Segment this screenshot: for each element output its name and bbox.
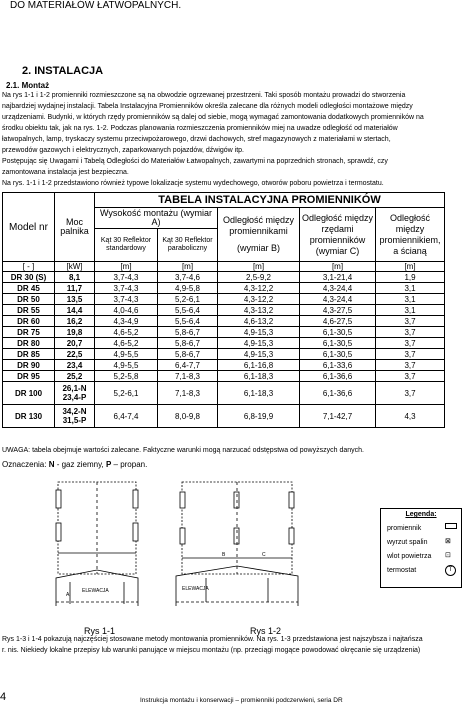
cell-std: 5,2-6,1 (95, 382, 158, 405)
cell-b: 4,3-12,2 (218, 294, 300, 305)
cell-model: DR 45 (3, 283, 55, 294)
cell-std: 3,7-4,3 (95, 283, 158, 294)
cell-par: 8,0-9,8 (158, 405, 218, 428)
table-row (3, 305, 445, 316)
note-labels (2, 460, 147, 469)
cell-c: 3,1-21,4 (300, 272, 376, 283)
cell-power: 13,5 (55, 294, 95, 305)
cell-par: 6,4-7,7 (158, 360, 218, 371)
section-title: 2. INSTALACJA (22, 65, 104, 77)
intro-line: środku obiektu tak, jak na rys. 1-2. Podczas planowania rozmieszczenia promienników miej na uwadze odległość od materiałów (2, 125, 398, 132)
cell-c: 6,1-30,5 (300, 349, 376, 360)
heater-icon (234, 528, 239, 544)
cell-wall: 3,1 (376, 283, 445, 294)
cell-std: 4,9-5,5 (95, 360, 158, 371)
cell-std: 3,7-4,3 (95, 294, 158, 305)
header-line: DO MATERIAŁÓW ŁATWOPALNYCH. (10, 0, 182, 11)
note-n-desc: - gaz ziemny, (56, 460, 104, 469)
cell-model: DR 75 (3, 327, 55, 338)
col-dist-b-unit: (wymiar B) (237, 243, 280, 253)
figure-1-1-plan (56, 482, 138, 574)
cell-power (55, 405, 95, 428)
cell-wall: 3,7 (376, 371, 445, 382)
legend-item-thermostat: termostat (387, 567, 417, 574)
unit-cell: [m] (218, 262, 300, 272)
cell-model: DR 130 (3, 405, 55, 428)
unit-cell: [m] (300, 262, 376, 272)
cell-par: 5,8-6,7 (158, 349, 218, 360)
cell-model: DR 90 (3, 360, 55, 371)
cell-power: 8,1 (55, 272, 95, 283)
legend-box (380, 508, 462, 588)
col-dist-b-text: Odległość między promiennikami (222, 215, 295, 236)
cell-std: 4,3-4,9 (95, 316, 158, 327)
cell-model: DR 60 (3, 316, 55, 327)
cell-power: 23,4 (55, 360, 95, 371)
cell-par: 5,8-6,7 (158, 327, 218, 338)
cell-b: 4,9-15,3 (218, 327, 300, 338)
table-row (3, 382, 445, 405)
table-row (3, 294, 445, 305)
cell-c: 6,1-30,5 (300, 338, 376, 349)
cell-b: 4,9-15,3 (218, 338, 300, 349)
cell-power: 16,2 (55, 316, 95, 327)
thermostat-symbol-icon: T (445, 565, 456, 576)
table-row (3, 327, 445, 338)
heater-icon (56, 523, 61, 541)
cell-model: DR 50 (3, 294, 55, 305)
cell-c: 4,3-24,4 (300, 294, 376, 305)
cell-b: 4,6-13,2 (218, 316, 300, 327)
cell-wall: 3,7 (376, 382, 445, 405)
caption-figure-1-2: Rys 1-2 (250, 626, 282, 636)
cell-power: 11,7 (55, 283, 95, 294)
heater-icon (133, 490, 138, 508)
footer-text: Instrukcja montażu i konserwacji – promienniki podczerwieni, seria DR (140, 697, 343, 704)
cell-model: DR 100 (3, 382, 55, 405)
cell-power_1: 34,2-N (62, 407, 87, 416)
cell-power: 25,2 (55, 371, 95, 382)
cell-std: 6,4-7,4 (95, 405, 158, 428)
cell-c: 6,1-30,5 (300, 327, 376, 338)
cell-b: 6,1-16,8 (218, 360, 300, 371)
cell-par: 5,5-6,4 (158, 305, 218, 316)
elevation-label-1: ELEWACJA (82, 588, 109, 594)
legend-item-heater: promiennik (387, 525, 422, 532)
cell-b: 4,3-13,2 (218, 305, 300, 316)
table-row (3, 405, 445, 428)
unit-cell: [m] (95, 262, 158, 272)
dim-label-b: B (222, 552, 226, 558)
note-text: UWAGA: tabela obejmuje wartości zalecane. Faktyczne warunki mogą narzucać odstępstwa od powyższych danych. (2, 447, 364, 454)
cell-c: 6,1-33,6 (300, 360, 376, 371)
intro-line: urządzeniami. Budynki, w których rzędy promienników są dalej od siebie, mogą wymagać zamontowania dodatkowych promienników na (2, 114, 424, 121)
note-prefix: Oznaczenia: (2, 460, 47, 469)
col-reflector-par-header: Kąt 30 Reflektor paraboliczny (158, 229, 218, 262)
cell-par: 4,9-5,8 (158, 283, 218, 294)
cell-b: 4,3-12,2 (218, 283, 300, 294)
cell-b: 6,1-18,3 (218, 371, 300, 382)
intro-line: przewodów gazowych i elektrycznych, zaparkowanych pojazdów, dźwigów itp. (2, 147, 245, 154)
cell-b: 6,8-19,9 (218, 405, 300, 428)
cell-model: DR 95 (3, 371, 55, 382)
unit-cell: [m] (158, 262, 218, 272)
table-title: TABELA INSTALACYJNA PROMIENNIKÓW (95, 193, 445, 208)
cell-c: 6,1-36,6 (300, 371, 376, 382)
cell-model: DR 55 (3, 305, 55, 316)
bottom-line: r. nis. Niekiedy lokalne przepisy lub warunki panujące w miejscu montażu (np. przeciągi mogące powodować okręcanie się urządzenia) (2, 647, 421, 654)
table-row (3, 338, 445, 349)
cell-par: 5,2-6,1 (158, 294, 218, 305)
col-dist-wall-header: Odległość między promiennikiem, a ścianą (376, 208, 445, 262)
dim-label-a: A (66, 592, 70, 598)
cell-std: 5,2-5,8 (95, 371, 158, 382)
intro-line: Na rys 1-1 i 1-2 promienniki rozmieszczone są na obwodzie ogrzewanej przestrzeni. Taki sposób montażu prowadzi do stworzenia (2, 92, 406, 99)
cell-wall: 3,7 (376, 349, 445, 360)
cell-c: 4,3-27,5 (300, 305, 376, 316)
cell-wall: 3,1 (376, 305, 445, 316)
exhaust-symbol-icon: ⊠ (445, 538, 451, 545)
cell-b: 6,1-18,3 (218, 382, 300, 405)
heater-icon (289, 528, 294, 544)
legend-item-exhaust: wyrzut spalin (387, 539, 428, 546)
unit-cell: [m] (376, 262, 445, 272)
cell-std: 4,6-5,2 (95, 327, 158, 338)
cell-par: 7,1-8,3 (158, 382, 218, 405)
cell-wall: 3,7 (376, 338, 445, 349)
intro-line: Na rys. 1-1 i 1-2 przedstawiono również typowe lokalizacje systemu wydechowego, otworów poboru powietrza i termostatu. (2, 180, 384, 187)
unit-cell: [ - ] (3, 262, 55, 272)
cell-c: 7,1-42,7 (300, 405, 376, 428)
col-model-header: Model nr (3, 193, 55, 262)
cell-power_1: 26,1-N (62, 384, 87, 393)
heater-icon (289, 492, 294, 508)
cell-wall: 3,7 (376, 327, 445, 338)
table-row (3, 371, 445, 382)
heater-icon (56, 490, 61, 508)
bottom-line: Rys 1-3 i 1-4 pokazują najczęściej stosowane metody montowania promienników. Na rys. 1-3 przedstawiona jest najszybsza i najtańsza (2, 636, 423, 643)
cell-wall: 1,9 (376, 272, 445, 283)
table-row (3, 283, 445, 294)
legend-title: Legenda: (405, 511, 437, 518)
units-row (3, 262, 445, 272)
cell-wall: 3,1 (376, 294, 445, 305)
elevation-label-2: ELEWACJA (182, 586, 209, 592)
cell-power: 14,4 (55, 305, 95, 316)
cell-wall: 4,3 (376, 405, 445, 428)
cell-wall: 3,7 (376, 316, 445, 327)
table-row (3, 360, 445, 371)
cell-std: 4,9-5,5 (95, 349, 158, 360)
cell-model: DR 85 (3, 349, 55, 360)
cell-std: 3,7-4,3 (95, 272, 158, 283)
cell-par: 5,5-6,4 (158, 316, 218, 327)
table-row (3, 316, 445, 327)
table-row (3, 349, 445, 360)
intro-line: Postępując się Uwagami i Tabelą Odległości do Materiałów Łatwopalnych, zawartymi na poprzednich stronach, sprawdź, czy (2, 158, 388, 165)
page-number: 4 (0, 691, 7, 703)
installation-table (2, 192, 445, 428)
cell-par: 5,8-6,7 (158, 338, 218, 349)
cell-power: 19,8 (55, 327, 95, 338)
caption-figure-1-1: Rys 1-1 (84, 626, 116, 636)
heater-icon (180, 492, 185, 508)
cell-power: 20,7 (55, 338, 95, 349)
unit-cell: [kW] (55, 262, 95, 272)
col-dist-b-header (218, 208, 300, 262)
intro-line: najbardziej wydajnej instalacji. Tabela Instalacyjna Promienników określa zalecane dla różnych modeli odległości montażowe między (2, 103, 413, 110)
col-height-header: Wysokość montażu (wymiar A) (95, 208, 218, 229)
heater-icon (234, 492, 239, 508)
figure-1-2-plan (180, 482, 294, 574)
cell-power_2: 23,4-P (62, 393, 87, 402)
air-intake-symbol-icon: ⊡ (445, 552, 451, 559)
cell-std: 4,6-5,2 (95, 338, 158, 349)
cell-par: 3,7-4,6 (158, 272, 218, 283)
cell-model: DR 80 (3, 338, 55, 349)
cell-power (55, 382, 95, 405)
note-p-desc: – propan. (113, 460, 148, 469)
cell-power: 22,5 (55, 349, 95, 360)
cell-model: DR 30 (S) (3, 272, 55, 283)
cell-wall: 3,7 (376, 360, 445, 371)
cell-c: 4,6-27,5 (300, 316, 376, 327)
intro-line: zamontowana instalacja jest bezpieczna. (2, 169, 129, 176)
note-p: P (105, 460, 112, 469)
legend-item-air-intake: wlot powietrza (387, 553, 432, 560)
cell-c: 6,1-36,6 (300, 382, 376, 405)
dim-label-c: C (262, 552, 266, 558)
cell-par: 7,1-8,3 (158, 371, 218, 382)
col-power-header: Moc palnika (55, 193, 95, 262)
cell-power_2: 31,5-P (62, 416, 87, 425)
note-n: N (48, 460, 55, 469)
heater-icon (133, 523, 138, 541)
table-row (3, 272, 445, 283)
heater-icon (180, 528, 185, 544)
cell-b: 4,9-15,3 (218, 349, 300, 360)
col-reflector-std-header: Kąt 30 Reflektor standardowy (95, 229, 158, 262)
cell-std: 4,0-4,6 (95, 305, 158, 316)
col-dist-c-header: Odległość między rzędami promienników (wymiar C) (300, 208, 376, 262)
cell-c: 4,3-24,4 (300, 283, 376, 294)
subsection-title: 2.1. Montaż (6, 81, 50, 90)
cell-b: 2,5-9,2 (218, 272, 300, 283)
heater-symbol-icon (445, 523, 457, 529)
intro-line: łatwopalnych, lamp, tryskaczy systemu przeciwpożarowego, drzwi dachowych, stref magazynowych z materiałami w stertach, (2, 136, 391, 143)
